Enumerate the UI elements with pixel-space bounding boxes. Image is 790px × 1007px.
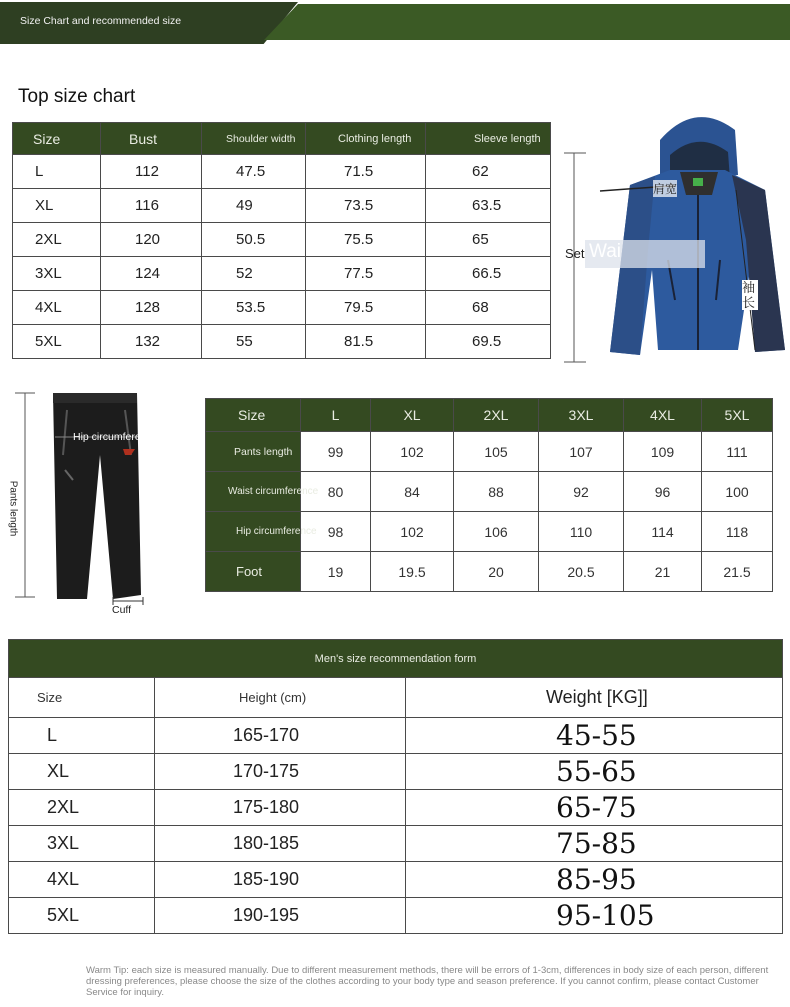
rec-weight-cell: 75-85 [406,826,783,862]
table-row [206,512,773,552]
recommendation-header-row [9,678,783,718]
cuff-label: Cuff [112,604,132,616]
table-row [9,898,783,934]
table-row [9,862,783,898]
pants-header-2xl: 2XL [454,399,539,432]
size-cell: 3XL [13,257,101,291]
value-cell: 102 [371,432,454,472]
table-row [9,754,783,790]
jacket-illustration [560,100,790,365]
shoulder-cell: 50.5 [202,223,306,257]
shoulder-cell: 52 [202,257,306,291]
row-label-pants-length: Pants length [206,432,301,472]
value-cell: 102 [371,512,454,552]
rec-size-cell: L [9,718,155,754]
value-cell: 20.5 [539,552,624,592]
value-cell: 114 [624,512,702,552]
recommendation-caption: Men's size recommendation form [9,640,783,678]
clothing-length-cell: 81.5 [306,325,426,359]
table-row [9,826,783,862]
value-cell: 99 [301,432,371,472]
table-row [13,291,551,325]
value-cell: 19.5 [371,552,454,592]
bust-cell: 116 [101,189,202,223]
warm-tip: Warm Tip: each size is measured manually. Due to different measurement methods, there will be errors of 1-3cm, differences in body size of each person, different dressing preferences, please choose the size of the clothes according to your body type and season preference. If you cannot confirm, please contact Customer Service for inquiry. [86,965,769,998]
rec-header-size: Size [9,678,155,718]
rec-size-cell: 3XL [9,826,155,862]
pants-table-header-row [206,399,773,432]
rec-height-cell: 185-190 [155,862,406,898]
pants-header-3xl: 3XL [539,399,624,432]
bust-cell: 124 [101,257,202,291]
rec-height-cell: 165-170 [155,718,406,754]
value-cell: 96 [624,472,702,512]
rec-weight-cell: 85-95 [406,862,783,898]
value-cell: 111 [702,432,773,472]
value-cell: 20 [454,552,539,592]
shoulder-cell: 55 [202,325,306,359]
recommendation-caption-row [9,640,783,678]
sleeve-length-cell: 65 [426,223,551,257]
table-row [9,718,783,754]
rec-height-cell: 190-195 [155,898,406,934]
top-table-header-row [13,123,551,155]
size-cell: L [13,155,101,189]
size-recommendation-table [8,639,783,934]
pants-header-4xl: 4XL [624,399,702,432]
rec-height-cell: 180-185 [155,826,406,862]
value-cell: 88 [454,472,539,512]
value-cell: 80 [301,472,371,512]
sleeve-length-cell: 66.5 [426,257,551,291]
clothing-length-cell: 77.5 [306,257,426,291]
rec-size-cell: XL [9,754,155,790]
table-row [206,432,773,472]
table-row [13,189,551,223]
clothing-length-cell: 79.5 [306,291,426,325]
value-cell: 110 [539,512,624,552]
pants-header-l: L [301,399,371,432]
rec-height-cell: 170-175 [155,754,406,790]
table-row [13,223,551,257]
row-label-foot: Foot [206,552,301,592]
shoulder-cell: 47.5 [202,155,306,189]
waist-label: Wai [589,241,622,262]
rec-weight-cell: 45-55 [406,718,783,754]
shoulder-width-label: 肩宽 [653,182,678,196]
table-row [13,155,551,189]
value-cell: 109 [624,432,702,472]
top-header-size: Size [13,123,101,155]
shoulder-cell: 53.5 [202,291,306,325]
sleeve-length-cell: 68 [426,291,551,325]
sleeve-length-figure-label: 袖长 [742,280,758,310]
rec-header-weight: Weight [KG]] [406,678,783,718]
clothing-length-cell: 71.5 [306,155,426,189]
size-cell: 5XL [13,325,101,359]
size-cell: 2XL [13,223,101,257]
value-cell: 21.5 [702,552,773,592]
table-row [13,257,551,291]
top-header-clothing-length: Clothing length [306,123,426,155]
set-label: Set [565,246,585,261]
rec-weight-cell: 95-105 [406,898,783,934]
value-cell: 92 [539,472,624,512]
top-size-table [12,122,551,359]
value-cell: 19 [301,552,371,592]
value-cell: 118 [702,512,773,552]
top-size-chart-title: Top size chart [18,86,136,107]
clothing-length-cell: 75.5 [306,223,426,257]
table-row [13,325,551,359]
value-cell: 105 [454,432,539,472]
bust-cell: 112 [101,155,202,189]
bust-cell: 132 [101,325,202,359]
table-row [9,790,783,826]
pants-length-figure-label: Pants length [7,480,19,537]
top-header-sleeve-length: Sleeve length [426,123,551,155]
clothing-length-cell: 73.5 [306,189,426,223]
banner-title: Size Chart and recommended size [20,15,182,27]
rec-header-height: Height (cm) [155,678,406,718]
rec-weight-cell: 65-75 [406,790,783,826]
rec-size-cell: 4XL [9,862,155,898]
pants-header-xl: XL [371,399,454,432]
size-cell: 4XL [13,291,101,325]
pants-icon [5,385,180,625]
value-cell: 106 [454,512,539,552]
value-cell: 100 [702,472,773,512]
pants-header-size: Size [206,399,301,432]
pants-size-table [205,398,773,592]
row-label-waist: Waist circumference [206,472,301,512]
value-cell: 98 [301,512,371,552]
shoulder-cell: 49 [202,189,306,223]
value-cell: 84 [371,472,454,512]
table-row [206,552,773,592]
top-header-bust: Bust [101,123,202,155]
pants-illustration [5,385,180,625]
row-label-hip: Hip circumference [206,512,301,552]
rec-weight-cell: 55-65 [406,754,783,790]
pants-header-5xl: 5XL [702,399,773,432]
header-banner [0,0,790,48]
rec-height-cell: 175-180 [155,790,406,826]
sleeve-length-cell: 62 [426,155,551,189]
value-cell: 21 [624,552,702,592]
jacket-icon [560,100,790,365]
size-cell: XL [13,189,101,223]
hip-circumference-figure-label: Hip circumference [73,431,158,443]
table-row [206,472,773,512]
bust-cell: 128 [101,291,202,325]
bust-cell: 120 [101,223,202,257]
sleeve-length-cell: 69.5 [426,325,551,359]
sleeve-length-cell: 63.5 [426,189,551,223]
value-cell: 107 [539,432,624,472]
top-header-shoulder: Shoulder width [202,123,306,155]
rec-size-cell: 2XL [9,790,155,826]
rec-size-cell: 5XL [9,898,155,934]
